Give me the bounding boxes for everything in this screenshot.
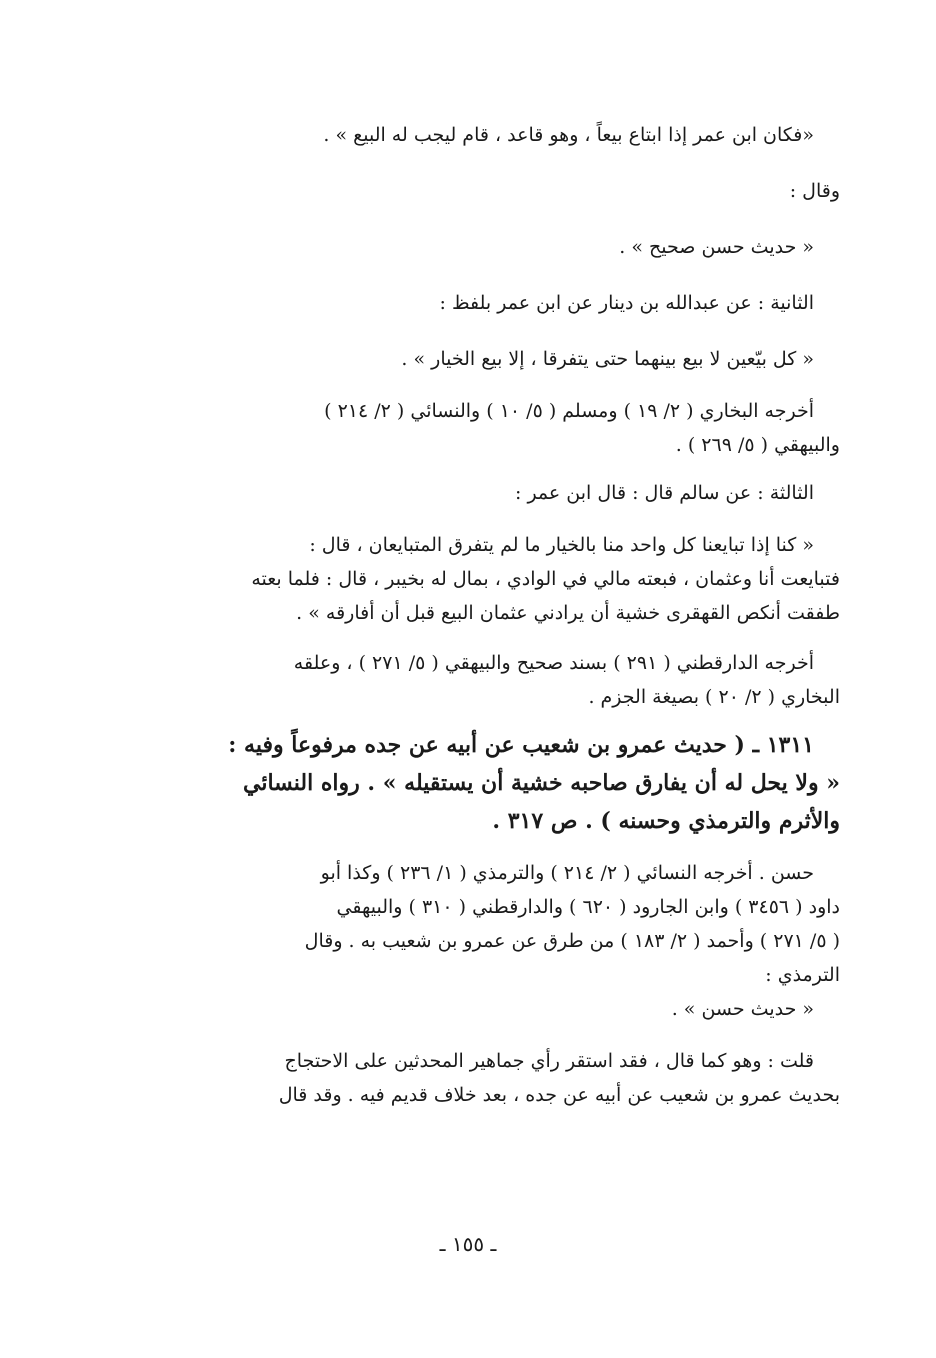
text-line: الترمذي :: [765, 964, 840, 986]
text-line: حسن . أخرجه النسائي ( ٢/ ٢١٤ ) والترمذي ( ١/ ٢٣٦ ) وكذا أبو: [320, 862, 814, 884]
text-line: « حديث حسن » .: [671, 998, 814, 1020]
text-line: « كنا إذا تبايعنا كل واحد منا بالخيار ما لم يتفرق المتبايعان ، قال :: [309, 534, 814, 556]
section-heading: الثانية : عن عبدالله بن دينار عن ابن عمر بلفظ :: [439, 292, 814, 314]
text-line: والبيهقي ( ٥/ ٢٦٩ ) .: [675, 434, 840, 456]
text-line: ( ٥/ ٢٧١ ) وأحمد ( ٢/ ١٨٣ ) من طرق عن عمرو بن شعيب به . وقال: [304, 930, 840, 952]
text-line: « كل بيّعين لا بيع بينهما حتى يتفرقا ، إلا بيع الخيار » .: [401, 348, 814, 370]
text-line: «فكان ابن عمر إذا ابتاع بيعاً ، وهو قاعد ، قام ليجب له البيع » .: [323, 124, 814, 146]
document-page: [150, 108, 840, 1228]
page-number: ـ ١٥٥ ـ: [439, 1232, 497, 1256]
text-line: البخاري ( ٢/ ٢٠ ) بصيغة الجزم .: [588, 686, 840, 708]
hadith-text: والأثرم والترمذي وحسنه ) . ص ٣١٧ .: [492, 808, 840, 834]
hadith-heading: ١٣١١ ـ ( حديث عمرو بن شعيب عن أبيه عن جده مرفوعاً وفيه :: [228, 732, 814, 758]
hadith-text: « ولا يحل له أن يفارق صاحبه خشية أن يستقيله » . رواه النسائي: [242, 770, 840, 796]
text-line: أخرجه الدارقطني ( ٢٩١ ) بسند صحيح والبيهقي ( ٥/ ٢٧١ ) ، وعلقه: [293, 652, 814, 674]
section-heading: الثالثة : عن سالم قال : قال ابن عمر :: [515, 482, 814, 504]
text-line: بحديث عمرو بن شعيب عن أبيه عن جده ، بعد خلاف قديم فيه . وقد قال: [278, 1084, 840, 1106]
text-line: « حديث حسن صحيح » .: [619, 236, 814, 258]
text-line: داود ( ٣٤٥٦ ) وابن الجارود ( ٦٢٠ ) والدارقطني ( ٣١٠ ) والبيهقي: [336, 896, 840, 918]
text-line: طفقت أنكص القهقرى خشية أن يرادني عثمان البيع قبل أن أفارقه » .: [296, 602, 840, 624]
text-line: قلت : وهو كما قال ، فقد استقر رأي جماهير المحدثين على الاحتجاج: [284, 1050, 814, 1072]
text-line: فتبايعت أنا وعثمان ، فبعته مالي في الوادي ، بمال له بخيبر ، قال : فلما بعته: [251, 568, 840, 590]
text-line: أخرجه البخاري ( ٢/ ١٩ ) ومسلم ( ٥/ ١٠ ) والنسائي ( ٢/ ٢١٤ ): [324, 400, 814, 422]
text-line: وقال :: [789, 180, 840, 202]
